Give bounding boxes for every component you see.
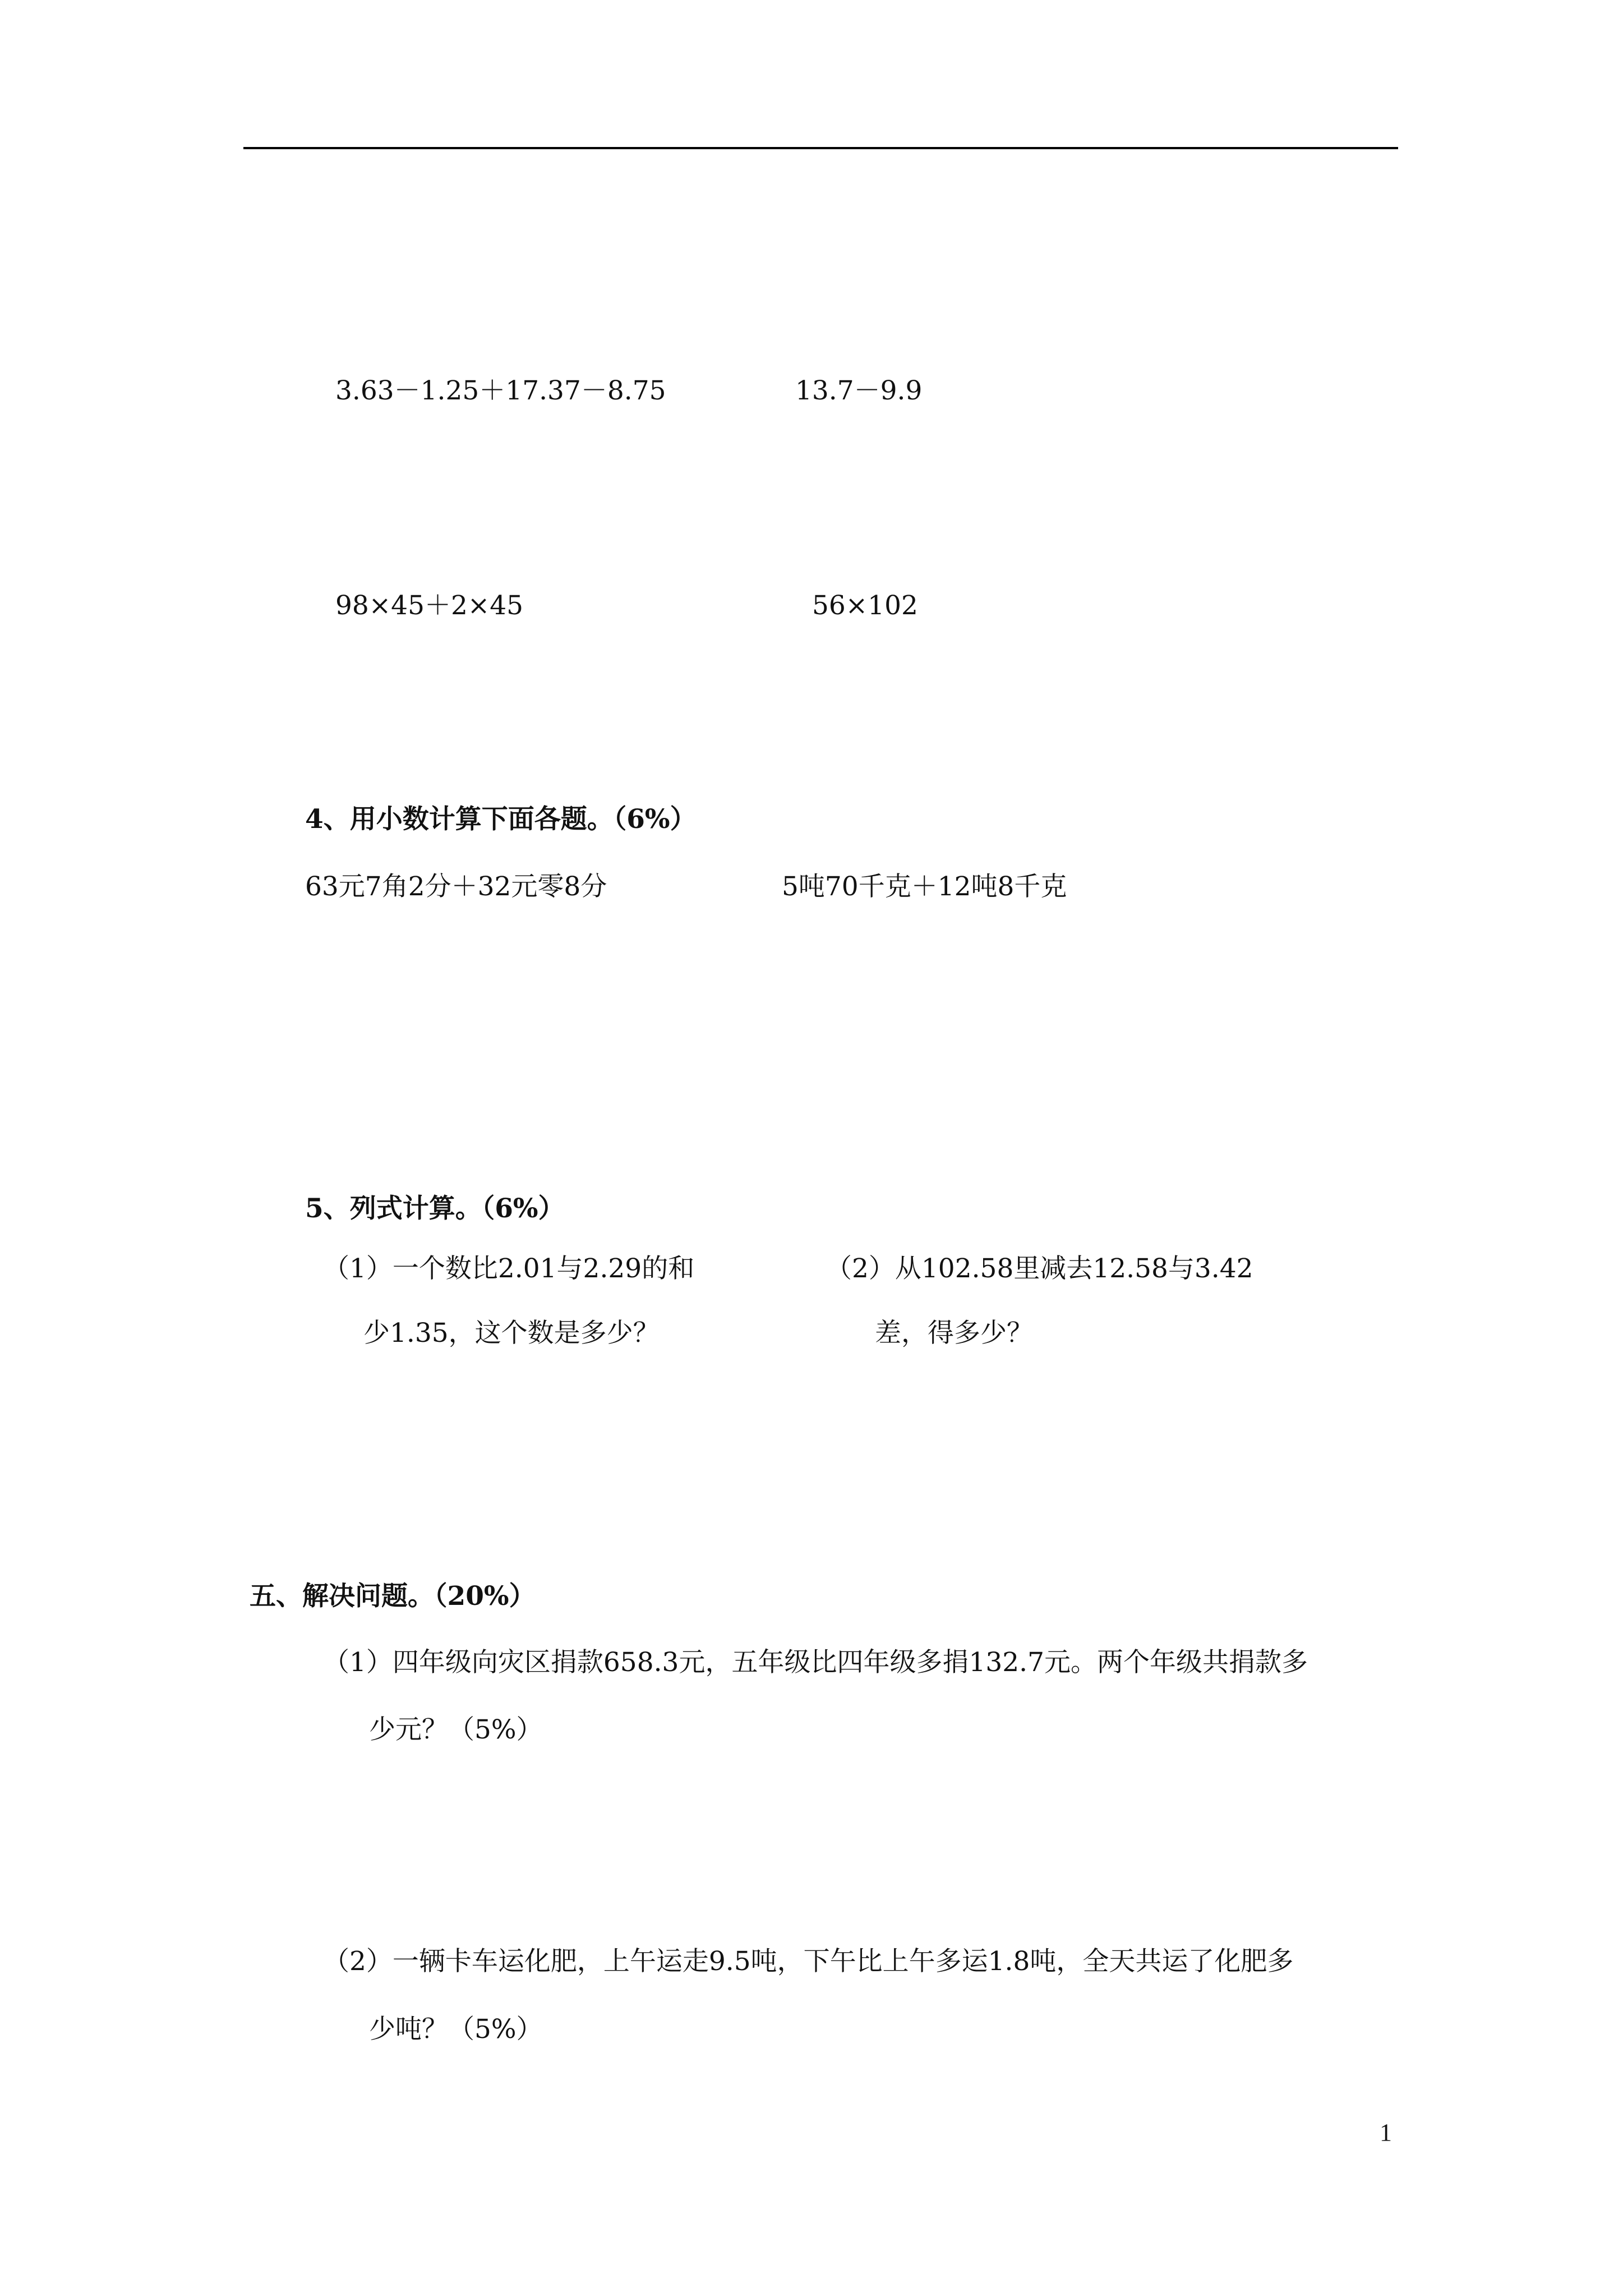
question-4-item-1: 63元7角2分＋32元零8分 — [305, 871, 607, 902]
problem-1-line-2: 少元？（5%） — [369, 1714, 543, 1745]
question-5-item-1-line-2: 少1.35，这个数是多少？ — [363, 1318, 660, 1349]
problem-2-line-1: （2）一辆卡车运化肥，上午运走9.5吨，下午比上午多运1.8吨，全天共运了化肥多 — [323, 1946, 1294, 1977]
calc-expression-3: 98×45＋2×45 — [335, 590, 524, 621]
question-5-item-2-line-2: 差，得多少？ — [875, 1318, 1033, 1349]
question-5-item-2-line-1: （2）从102.58里减去12.58与3.42 — [826, 1253, 1253, 1284]
question-5-item-1-line-1: （1）一个数比2.01与2.29的和 — [323, 1253, 695, 1284]
calc-expression-2: 13.7－9.9 — [795, 375, 923, 406]
question-4-item-2: 5吨70千克＋12吨8千克 — [782, 871, 1067, 902]
question-5-heading: 5、列式计算。（6%） — [305, 1193, 565, 1224]
calc-expression-1: 3.63－1.25＋17.37－8.75 — [335, 375, 666, 406]
problem-2-line-2: 少吨？（5%） — [369, 2014, 543, 2045]
section-5-heading: 五、解决问题。（20%） — [250, 1581, 536, 1612]
page-number: 1 — [1380, 2119, 1392, 2146]
problem-1-line-1: （1）四年级向灾区捐款658.3元，五年级比四年级多捐132.7元。两个年级共捐款多 — [323, 1647, 1308, 1678]
question-4-heading: 4、用小数计算下面各题。（6%） — [305, 804, 697, 835]
header-rule — [243, 147, 1398, 149]
calc-expression-4: 56×102 — [812, 590, 918, 621]
